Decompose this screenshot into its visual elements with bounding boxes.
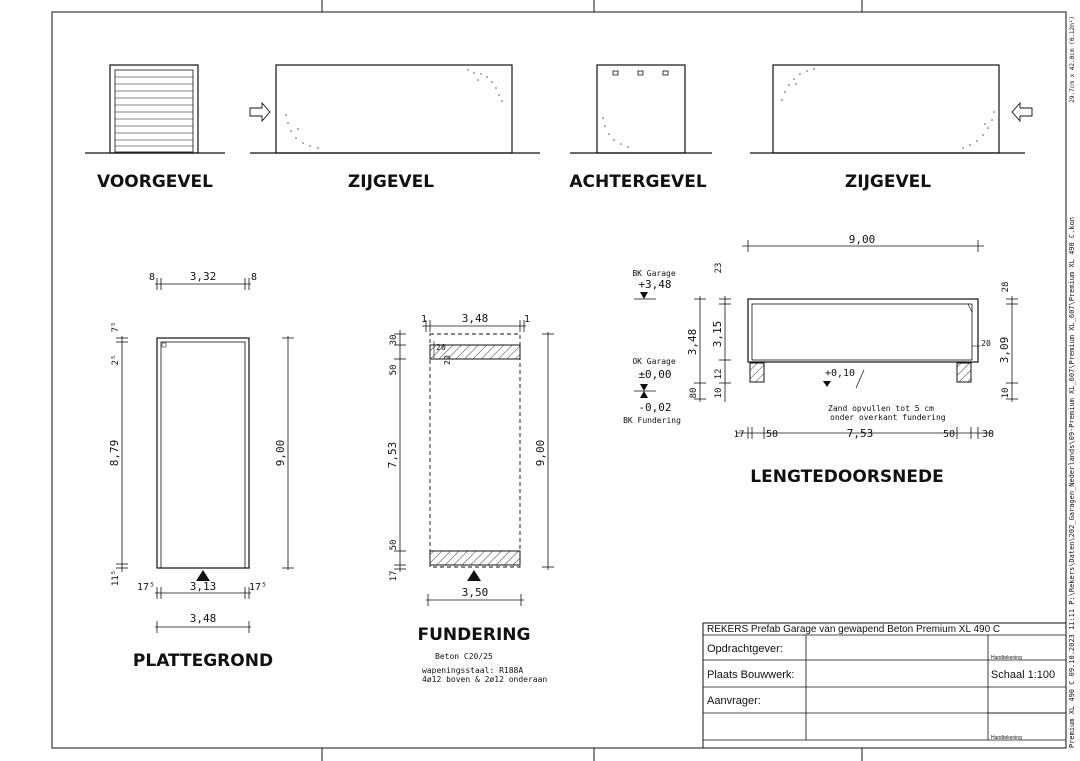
foundation-plan [394,320,554,606]
plan-dim-top-right: 8 [250,272,258,283]
section-dim-bottom-30: 30 [981,429,995,440]
section-dim-left-mid: 12 [714,368,724,380]
foundation-beam-bottom [430,551,520,565]
section-dim-bottom-50-right: 50 [942,429,956,440]
section-dim-left-height-inner: 3,15 [711,320,724,348]
left-side-elevation-title: ZIJGEVEL [347,172,435,192]
plan-dim-top-small-2: 7⁵ [111,321,121,333]
section-floor-level-marker [823,381,831,387]
left-side-elevation [250,65,540,153]
foundation-dim-mid: 7,53 [386,441,399,469]
foundation-note-1: Beton C20/25 [435,652,493,661]
front-elevation-title: VOORGEVEL [96,172,214,192]
section-dim-right-base: 10 [1001,387,1011,399]
title-block-applicant-label: Aanvrager: [707,695,761,707]
foundation-note-3: 4ø12 boven & 2ø12 onderaan [422,675,548,684]
level-label-bk-fundering: BK Fundering [623,416,681,425]
section-dim-wall: 20 [981,339,991,348]
section-dim-left-top: 23 [714,262,724,274]
section-note-2: onder overkant fundering [830,413,946,422]
title-block-signature-1: Handtekening [991,655,1022,661]
level-marker-bk-fundering [640,391,648,398]
foundation-note-2: wapeningsstaal: R188A [422,666,524,675]
level-label-ok-garage: OK Garage [632,357,676,366]
foundation-dim-beam-bottom: 50 [389,539,399,551]
foundation-dim-corner-a: 20 [436,343,446,352]
title-block [703,623,1066,748]
foundation-title: FUNDERING [417,625,531,645]
section-dim-bottom-50-left: 50 [765,429,779,440]
title-block-signature-2: Handtekening [991,735,1022,741]
section-footing-left [750,363,764,382]
front-elevation [85,65,225,153]
section-dim-right-top: 28 [1001,281,1011,293]
plan-dim-bottom-small: 11⁵ [111,569,121,587]
rear-elevation [570,65,712,153]
level-marker-bk-garage [640,292,648,299]
margin-file-info: Premium XL 490 C 09.10.2023 11:11 P:\Rekers\Daten\202_Garagen_Nederlands\09-Premium XL_607\Premium XL_607\Premium XL 490 C.kon [1068,216,1076,748]
sheet-frame [52,12,1066,748]
section-dim-left-base-2: 10 [714,387,724,399]
section-dim-left-height-total: 3,48 [686,328,699,356]
plan-dim-top-small: 2⁵ [111,354,121,366]
section-dim-bottom-17: 17 [733,430,745,440]
title-block-site-label: Plaats Bouwwerk: [707,669,795,681]
right-side-elevation-title: ZIJGEVEL [844,172,932,192]
level-marker-ok-garage [640,384,648,391]
title-block-scale: Schaal 1:100 [990,669,1056,681]
foundation-dim-beam-top: 50 [389,364,399,376]
plan-dim-height-total: 9,00 [274,439,287,467]
foundation-dim-corner-b: 20 [443,355,452,365]
plan-dim-right-sub: 17⁵ [248,582,268,593]
plan-dim-left-sub: 17⁵ [136,582,156,593]
rear-elevation-title: ACHTERGEVEL [569,172,707,192]
section-dim-total-length: 9,00 [848,233,876,246]
plan-title: PLATTEGROND [132,651,274,671]
plan-dim-height-inner: 8,79 [108,439,121,467]
foundation-dim-top-width: 3,48 [461,312,489,325]
foundation-dim-bottom-width: 3,50 [461,586,489,599]
section-dim-right-height: 3,09 [998,336,1011,364]
level-value-bk-garage: +3,48 [638,278,672,291]
plan-dim-inner-width: 3,13 [189,580,217,593]
level-label-bk-garage: BK Garage [632,269,676,278]
section-title: LENGTEDOORSNEDE [750,467,944,487]
title-block-heading: REKERS Prefab Garage van gewapend Beton Premium XL 490 C [707,624,1001,635]
foundation-dim-bottom-17: 17 [389,570,399,582]
plan-dim-total-width: 3,48 [189,612,217,625]
level-value-bk-fundering: -0,02 [638,401,672,414]
foundation-dim-height-total: 9,00 [534,439,547,467]
section-dim-floor-level: +0,10 [824,368,856,379]
section-dim-bottom-mid: 7,53 [846,427,874,440]
plan-dim-top-left: 8 [148,272,156,283]
level-value-ok-garage: ±0,00 [638,368,672,381]
section-footing-right [957,363,971,382]
right-side-elevation [750,65,1032,153]
plan-dim-top-width: 3,32 [189,270,217,283]
title-block-client-label: Opdrachtgever: [707,643,783,655]
section-dim-left-base: 80 [689,387,699,399]
foundation-entrance-marker [467,570,481,581]
foundation-dim-top-left: 1 [420,314,428,325]
margin-sheet-size: 29.7cm x 42.0cm (0.12m²) [1069,16,1076,103]
section-note-1: Zand opvullen tot 5 cm [828,404,934,413]
foundation-dim-top-right: 1 [523,314,531,325]
foundation-dim-top-30: 30 [389,334,399,346]
